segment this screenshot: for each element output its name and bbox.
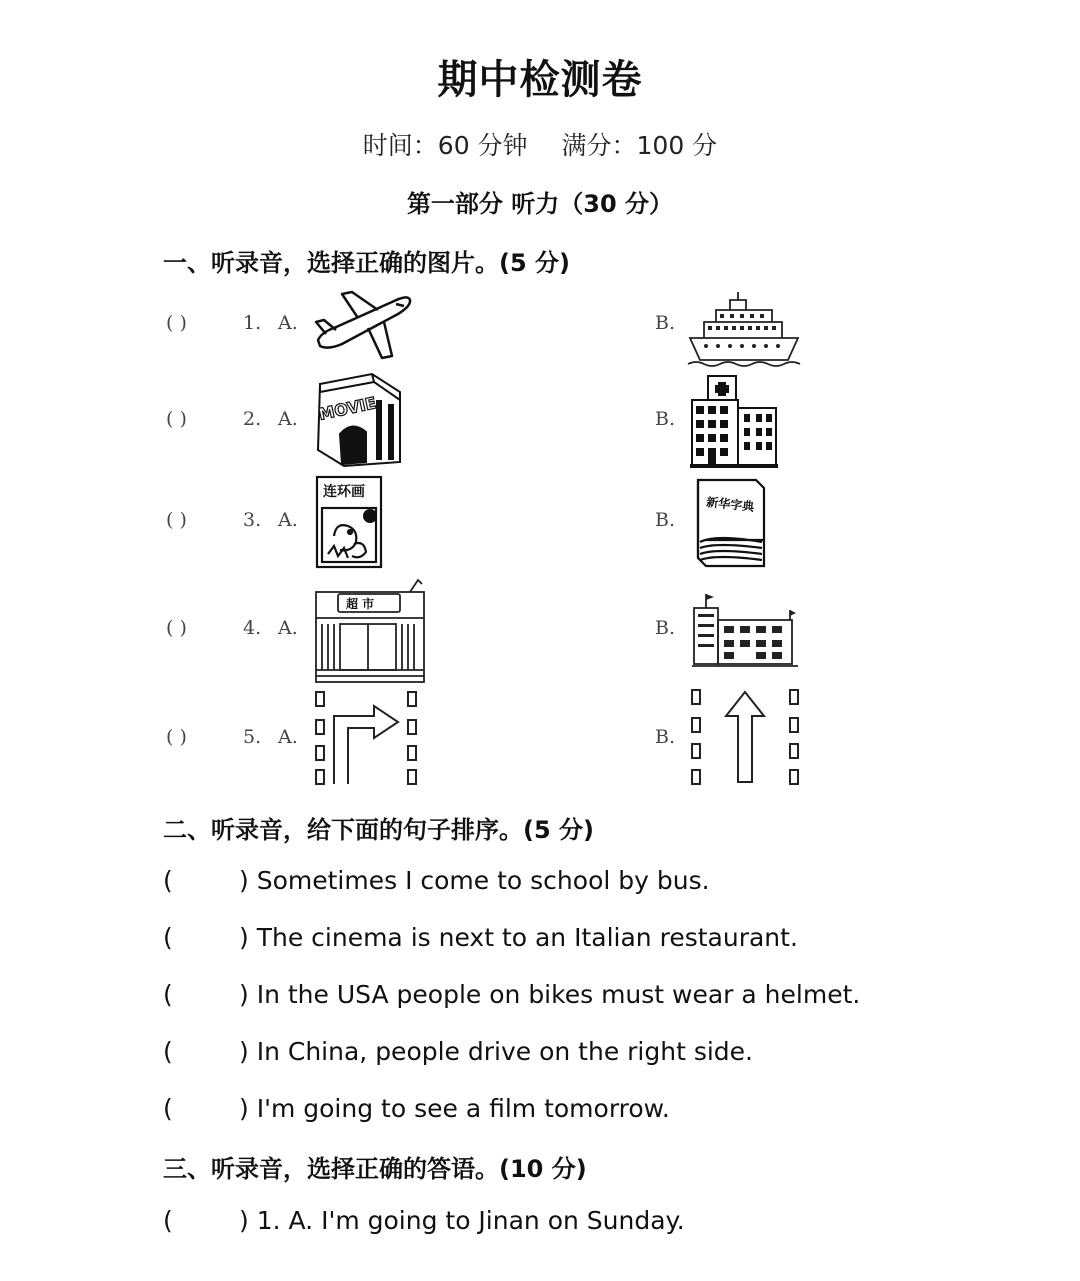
answer-blank[interactable]: ( xyxy=(163,1206,173,1235)
option-a-label: A. xyxy=(278,726,298,748)
order-sentence: ( ) The cinema is next to an Italian restaurant. xyxy=(163,923,798,952)
answer-blank[interactable]: ( xyxy=(163,923,173,952)
section-3-title: 三、听录音，选择正确的答语。(10 分) xyxy=(163,1155,587,1183)
order-sentence: ( ) Sometimes I come to school by bus. xyxy=(163,866,710,895)
comic-book-icon xyxy=(314,474,386,572)
hospital-icon xyxy=(688,374,780,468)
answer-question: ( ) 1. A. I'm going to Jinan on Sunday. xyxy=(163,1206,685,1235)
option-b-label: B. xyxy=(655,617,676,639)
answer-blank[interactable]: ( ) xyxy=(166,408,187,430)
question-number: 3. xyxy=(243,509,262,531)
option-a-label: A. xyxy=(278,617,298,639)
question-number: 2. xyxy=(243,408,262,430)
ship-icon xyxy=(686,290,802,368)
turn-right-icon xyxy=(312,690,422,788)
option-a-label: A. xyxy=(278,509,298,531)
dictionary-icon xyxy=(686,476,768,572)
option-b-label: B. xyxy=(655,312,676,334)
option-b-label: B. xyxy=(655,726,676,748)
exam-meta xyxy=(0,126,1080,162)
option-a-label: A. xyxy=(278,312,298,334)
supermarket-icon xyxy=(314,578,426,684)
question-number: 4. xyxy=(243,617,262,639)
section-2-title: 二、听录音，给下面的句子排序。(5 分) xyxy=(163,816,594,844)
order-sentence: ( ) In China, people drive on the right side. xyxy=(163,1037,754,1066)
answer-blank[interactable]: ( ) xyxy=(166,726,187,748)
cinema-icon xyxy=(314,370,404,468)
svg-text:连环画: 连环画 xyxy=(323,484,365,500)
answer-blank[interactable]: ( ) xyxy=(166,617,187,639)
airplane-icon xyxy=(312,288,414,364)
part-heading: 第一部分 听力（30 分） xyxy=(406,190,674,218)
question-number: 1. xyxy=(243,312,262,334)
svg-text:超 市: 超 市 xyxy=(346,597,375,611)
answer-blank[interactable]: ( xyxy=(163,866,173,895)
time-limit: 时间：60 分钟 xyxy=(362,131,528,160)
go-straight-icon xyxy=(688,688,802,788)
option-b-label: B. xyxy=(655,509,676,531)
answer-blank[interactable]: ( ) xyxy=(166,509,187,531)
option-b-label: B. xyxy=(655,408,676,430)
order-sentence: ( ) In the USA people on bikes must wear a helmet. xyxy=(163,980,861,1009)
school-icon xyxy=(690,590,800,670)
full-score: 满分：100 分 xyxy=(561,131,718,160)
page-title: 期中检测卷 xyxy=(437,57,643,103)
option-a-label: A. xyxy=(278,408,298,430)
answer-blank[interactable]: ( xyxy=(163,1037,173,1066)
question-number: 5. xyxy=(243,726,262,748)
answer-blank[interactable]: ( xyxy=(163,1094,173,1123)
svg-text:新华字典: 新华字典 xyxy=(705,495,755,515)
answer-blank[interactable]: ( xyxy=(163,980,173,1009)
section-1-title: 一、听录音，选择正确的图片。(5 分) xyxy=(163,249,570,277)
svg-text:MOVIE: MOVIE xyxy=(316,393,378,424)
order-sentence: ( ) I'm going to see a film tomorrow. xyxy=(163,1094,670,1123)
answer-blank[interactable]: ( ) xyxy=(166,312,187,334)
